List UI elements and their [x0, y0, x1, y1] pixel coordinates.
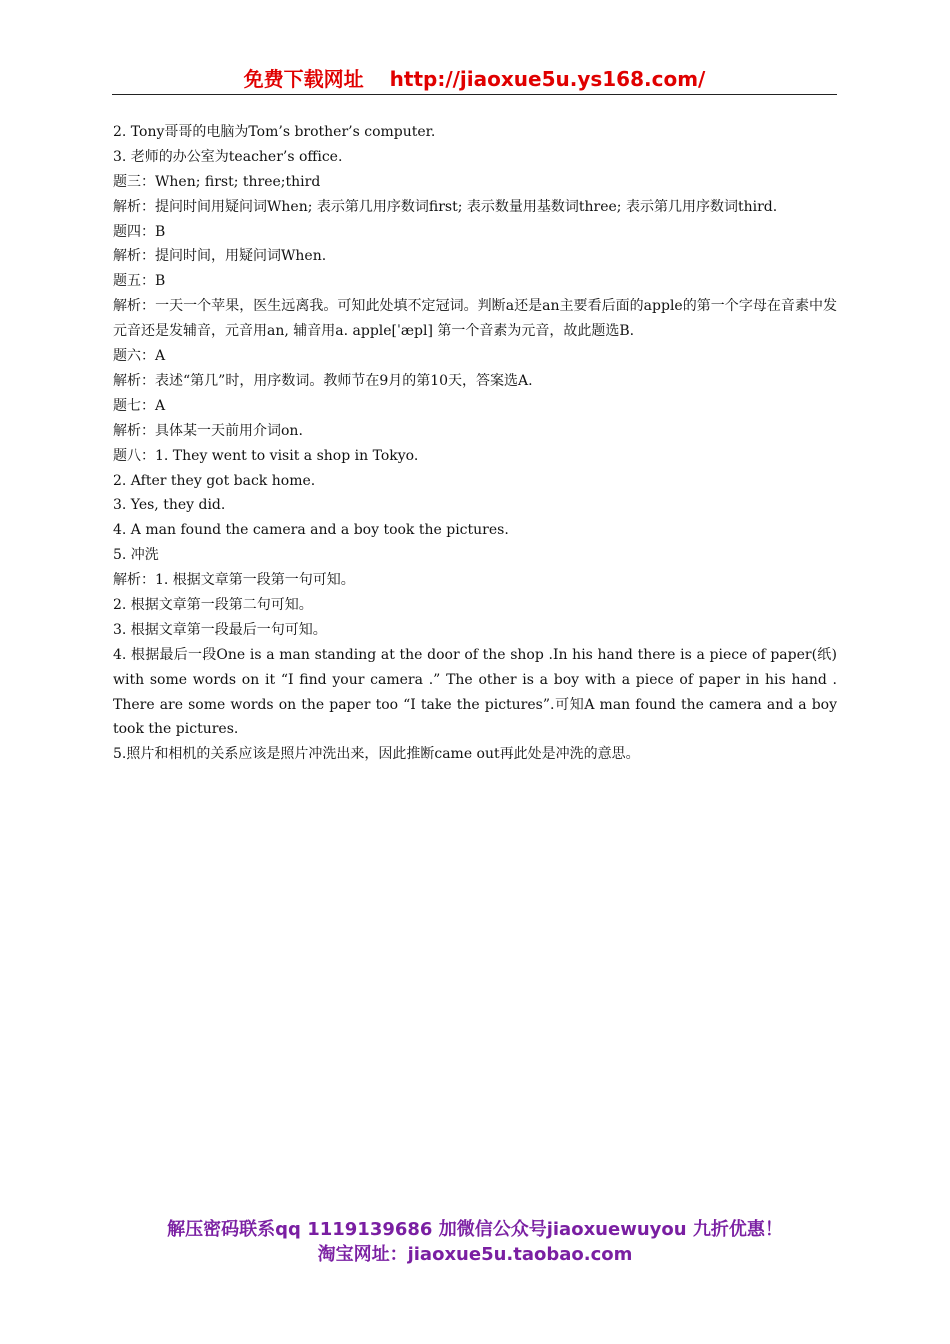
text-line: 4. 根据最后一段One is a man standing at the door of the shop .In his hand there is a piece of paper(纸) with some words on it “I find your camera .” The other is a boy with a piece of paper in his hand . There are some words on the paper too “I take the pictures”.可知A man found the camera and a boy took the pictures.: [113, 646, 837, 738]
footer-contact-line: 解压密码联系qq 1119139686 加微信公众号jiaoxuewuyou 九折优惠！: [167, 1219, 783, 1240]
text-line: 解析：1. 根据文章第一段第一句可知。: [113, 572, 355, 589]
answer-text-body: [113, 120, 837, 767]
text-line: 2. Tony哥哥的电脑为Tom’s brother’s computer.: [113, 124, 436, 140]
footer-taobao-link[interactable]: 淘宝网址：jiaoxue5u.taobao.com: [317, 1244, 633, 1265]
page-header: [112, 66, 837, 95]
text-line: 解析：具体某一天前用介词on.: [113, 422, 303, 439]
text-line: 4. A man found the camera and a boy took the pictures.: [113, 522, 509, 539]
header-label: 免费下载网址: [243, 67, 364, 91]
text-line: 解析：一天一个苹果，医生远离我。可知此处填不定冠词。判断a还是an主要看后面的apple的第一个字母在音素中发元音还是发辅音，元音用an, 辅音用a. apple[ˈæpl] 第一个音素为元音，故此题选B.: [113, 298, 837, 340]
text-line: 解析：提问时间，用疑问词When.: [113, 248, 327, 265]
text-line: 题三：When; first; three;third: [113, 173, 321, 190]
header-url-link[interactable]: http://jiaoxue5u.ys168.com/: [389, 67, 706, 91]
page-footer: [0, 1217, 950, 1267]
header-banner: [244, 67, 706, 91]
text-line: 题四：B: [113, 223, 166, 240]
text-line: 2. 根据文章第一段第二句可知。: [113, 596, 313, 613]
text-line: 3. Yes, they did.: [113, 497, 226, 514]
text-line: 5.照片和相机的关系应该是照片冲洗出来，因此推断came out再此处是冲洗的意思。: [113, 746, 640, 763]
text-line: 2. After they got back home.: [113, 472, 316, 489]
text-line: 题八：1. They went to visit a shop in Tokyo.: [113, 447, 419, 464]
text-line: 5. 冲洗: [113, 547, 159, 564]
text-line: 题六：A: [113, 348, 166, 365]
text-line: 题五：B: [113, 273, 166, 290]
text-line: 解析：提问时间用疑问词When; 表示第几用序数词first; 表示数量用基数词three; 表示第几用序数词third.: [113, 198, 778, 215]
text-line: 题七：A: [113, 397, 166, 414]
text-line: 3. 老师的办公室为teacher’s office.: [113, 148, 343, 165]
text-line: 解析：表述“第几”时，用序数词。教师节在9月的第10天，答案选A.: [113, 372, 533, 389]
text-line: 3. 根据文章第一段最后一句可知。: [113, 621, 327, 638]
